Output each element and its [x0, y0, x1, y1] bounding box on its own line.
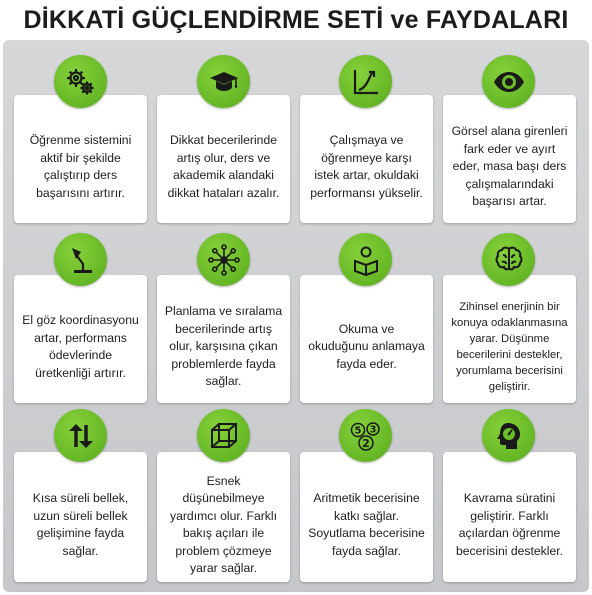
benefit-text: Kavrama süratini geliştirir. Farklı açılardan öğrenme becerisini destekler. — [455, 491, 564, 558]
brain-icon — [482, 233, 535, 286]
benefit-card — [157, 452, 290, 582]
benefit-card — [443, 95, 576, 223]
head-gauge-icon — [482, 409, 535, 462]
benefit-card — [14, 275, 147, 403]
benefit-text: Okuma ve okuduğunu anlamaya fayda eder. — [308, 321, 425, 371]
eye-icon — [482, 55, 535, 108]
benefit-text: Öğrenme sistemini aktif bir şekilde çalıştırıp ders başarısını artırır. — [29, 133, 132, 200]
benefit-card — [443, 452, 576, 582]
benefit-card — [157, 275, 290, 403]
benefit-card — [157, 95, 290, 223]
svg-text:5: 5 — [354, 425, 361, 436]
benefit-card — [14, 95, 147, 223]
benefit-text: Çalışmaya ve öğrenmeye karşı istek artar, okuldaki performansı yükselir. — [310, 133, 423, 200]
page-title: DİKKATİ GÜÇLENDİRME SETİ ve FAYDALARI — [23, 6, 569, 34]
benefit-text: Zihinsel enerjinin bir konuya odaklanmasına yarar. Düşünme becerilerini destekler, yorumlama becerisini geliştirir. — [451, 301, 568, 393]
gears-icon — [54, 55, 107, 108]
desk-lamp-icon — [54, 233, 107, 286]
reading-person-icon — [339, 233, 392, 286]
benefit-card — [443, 275, 576, 403]
cube-icon — [197, 409, 250, 462]
numbers-icon — [339, 409, 392, 462]
benefit-text: Kısa süreli bellek, uzun süreli bellek gelişimine fayda sağlar. — [32, 491, 129, 558]
benefit-card — [300, 452, 433, 582]
benefit-card — [14, 452, 147, 582]
graduation-cap-icon — [197, 55, 250, 108]
benefit-text: Planlama ve sıralama becerilerinde artış olur, karşısına çıkan problemlerde fayda sağlar. — [164, 304, 283, 389]
benefit-text: Esnek düşünebilmeye yardımcı olur. Farklı bakış açıları ile problem çözmeye yarar sağlar. — [169, 473, 277, 575]
benefit-card — [300, 275, 433, 403]
svg-text:2: 2 — [361, 436, 370, 450]
benefit-text: Görsel alana girenleri fark eder ve ayırt eder, masa başı ders çalışmalarındaki başarısı artar. — [451, 124, 568, 209]
up-down-arrows-icon — [54, 409, 107, 462]
network-icon — [197, 233, 250, 286]
benefit-text: El göz koordinasyonu artar, performans ödevlerinde üretkenliği artırır. — [22, 313, 139, 380]
benefit-card — [300, 95, 433, 223]
benefit-text: Aritmetik becerisine katkı sağlar. Soyutlama becerisine fayda sağlar. — [308, 491, 425, 558]
svg-text:3: 3 — [369, 424, 376, 435]
growth-chart-icon — [339, 55, 392, 108]
benefit-text: Dikkat becerilerinde artış olur, ders ve akademik alandaki dikkat hataları azalır. — [167, 133, 280, 200]
